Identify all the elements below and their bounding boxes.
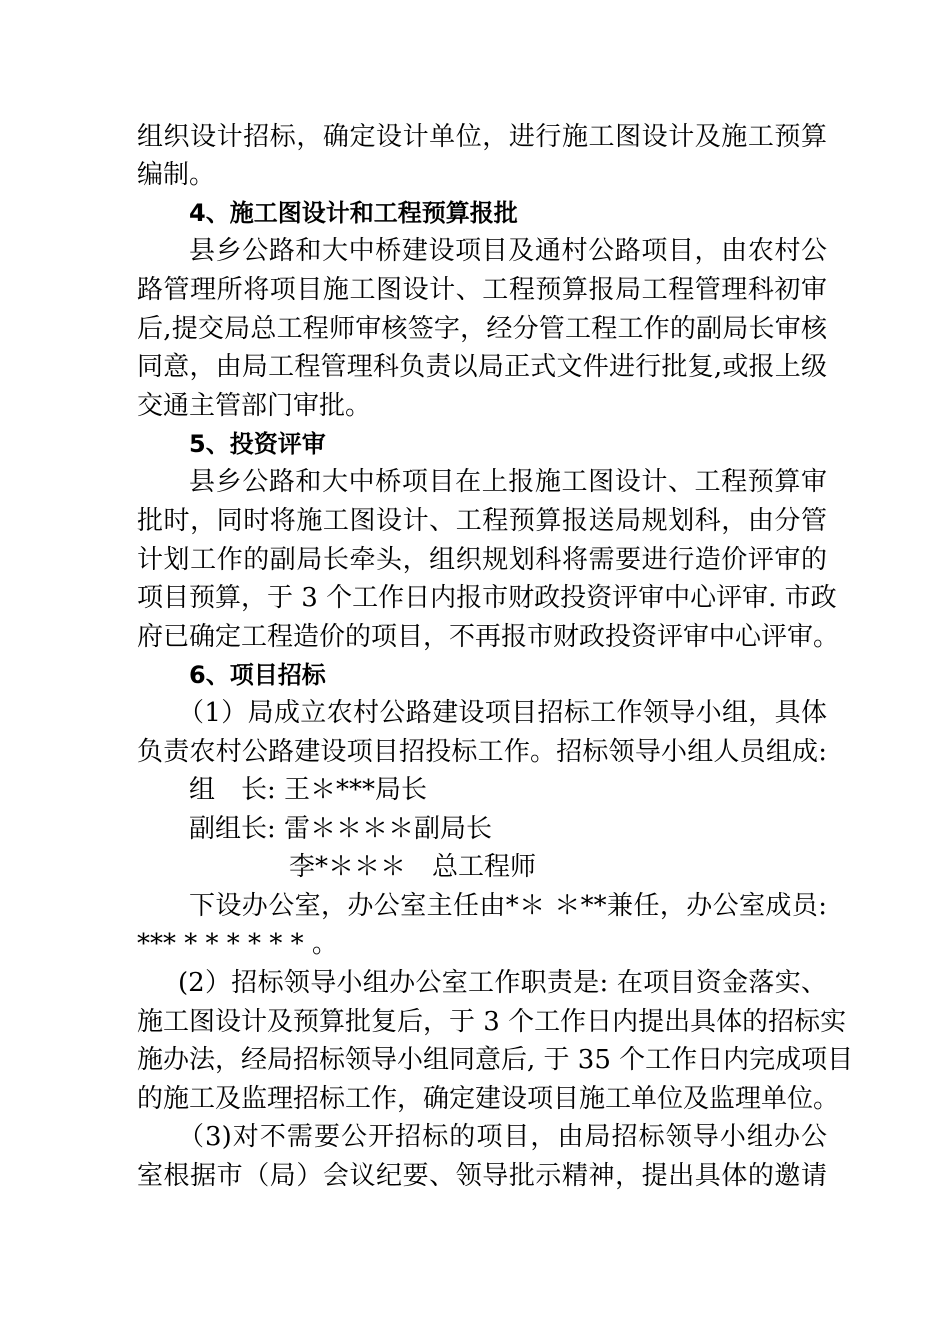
paragraph-line: 组织设计招标，确定设计单位，进行施工图设计及施工预算 [137, 122, 827, 152]
team-leader-line: 组 长: 王＊***局长 [189, 775, 428, 805]
paragraph-line: 负责农村公路建设项目招投标工作。招标领导小组人员组成: [137, 737, 827, 767]
paragraph-line: 交通主管部门审批。 [137, 391, 372, 421]
paragraph-line: （3)对不需要公开招标的项目，由局招标领导小组办公 [178, 1122, 827, 1152]
paragraph-line: 项目预算，于 3 个工作日内报市财政投资评审中心评审. 市政 [137, 583, 837, 613]
chief-engineer-line: 李*＊＊＊ 总工程师 [289, 852, 537, 882]
paragraph-line: 县乡公路和大中桥项目在上报施工图设计、工程预算审 [189, 467, 827, 497]
section-heading-4: 4、施工图设计和工程预算报批 [189, 199, 518, 227]
paragraph-line: 同意，由局工程管理科负责以局正式文件进行批复,或报上级 [137, 352, 827, 382]
paragraph-line: 的施工及监理招标工作，确定建设项目施工单位及监理单位。 [137, 1084, 840, 1114]
paragraph-line: 府已确定工程造价的项目，不再报市财政投资评审中心评审。 [137, 622, 840, 652]
paragraph-line: 计划工作的副局长牵头，组织规划科将需要进行造价评审的 [137, 545, 827, 575]
paragraph-line: (2）招标领导小组办公室工作职责是: 在项目资金落实、 [178, 968, 827, 998]
paragraph-line: 后,提交局总工程师审核签字，经分管工程工作的副局长审核 [137, 314, 827, 344]
paragraph-line: 室根据市（局）会议纪要、领导批示精神，提出具体的邀请 [137, 1161, 827, 1191]
paragraph-line: 施办法，经局招标领导小组同意后, 于 35 个工作日内完成项目 [137, 1045, 854, 1075]
office-members-line: *** * * * * * * 。 [137, 929, 338, 959]
section-heading-6: 6、项目招标 [189, 661, 326, 689]
deputy-leader-line: 副组长: 雷＊＊＊＊副局长 [189, 814, 493, 844]
paragraph-line: （1）局成立农村公路建设项目招标工作领导小组，具体 [178, 698, 827, 728]
paragraph-line: 施工图设计及预算批复后，于 3 个工作日内提出具体的招标实 [137, 1007, 847, 1037]
paragraph-line: 编制。 [137, 160, 216, 190]
office-line: 下设办公室，办公室主任由*＊ ＊**兼任，办公室成员: [189, 891, 827, 921]
section-heading-5: 5、投资评审 [189, 430, 326, 458]
paragraph-line: 县乡公路和大中桥建设项目及通村公路项目，由农村公 [189, 236, 827, 266]
paragraph-line: 批时，同时将施工图设计、工程预算报送局规划科，由分管 [137, 506, 827, 536]
paragraph-line: 路管理所将项目施工图设计、工程预算报局工程管理科初审 [137, 275, 827, 305]
